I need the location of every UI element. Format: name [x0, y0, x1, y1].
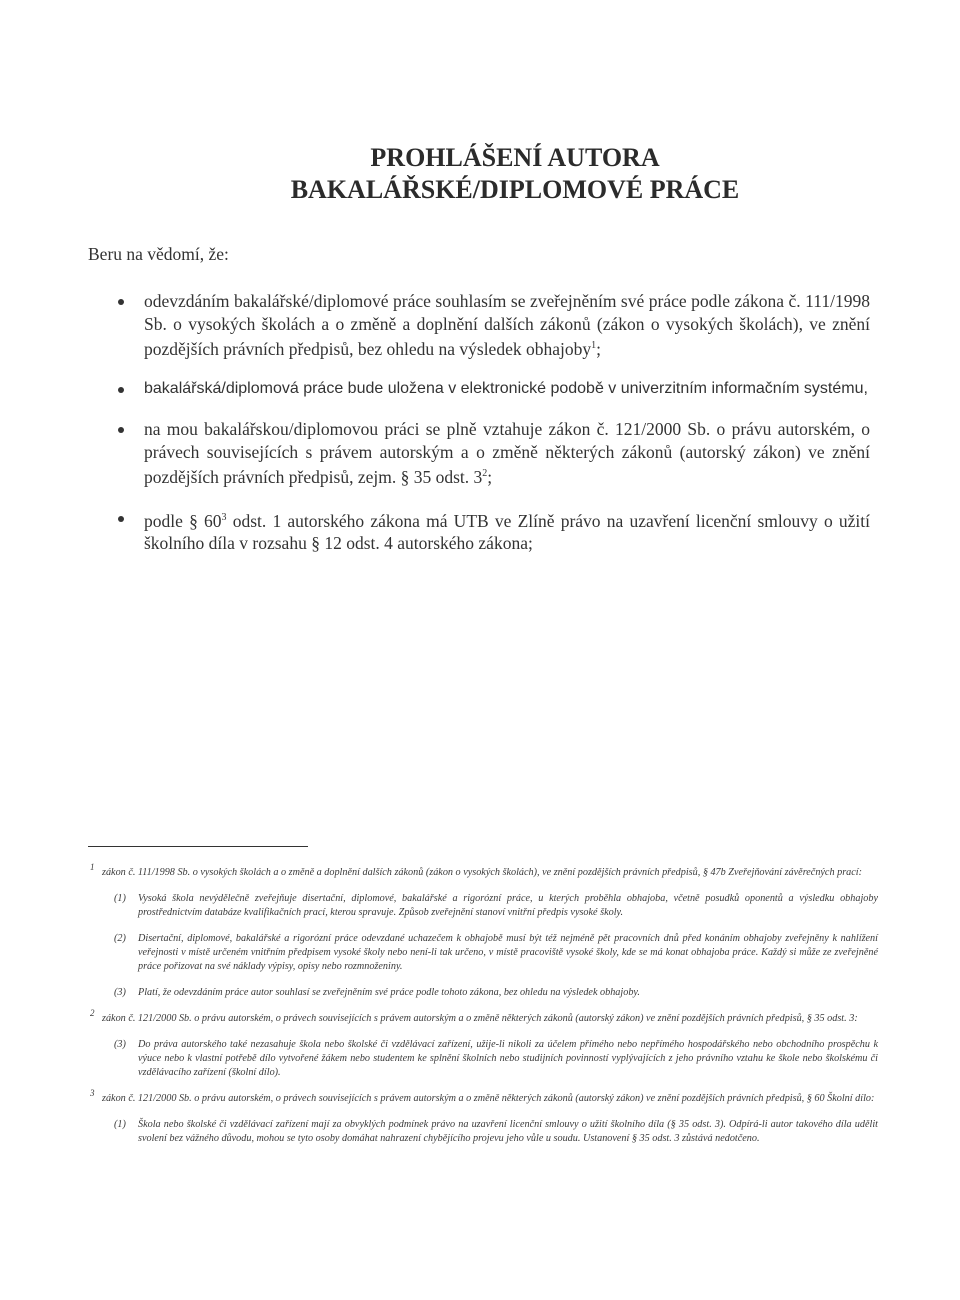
bullet-icon	[118, 516, 124, 522]
footnote-item-text: Platí, že odevzdáním práce autor souhlasí se zveřejněním své práce podle tohoto zákona, bez ohledu na výsledek obhajoby.	[138, 987, 640, 998]
footnote-item-number: (2)	[114, 933, 126, 944]
bullet-text-end: odst. 1 autorského zákona má UTB ve Zlíně právo na uzavření licenční smlouvy o užití školního díla v rozsahu § 12 odst. 4 autorského zákona;	[144, 510, 870, 553]
footnote-ref: 3	[221, 511, 227, 523]
bullet-text-end: ;	[487, 467, 493, 488]
footnote-text: zákon č. 121/2000 Sb. o právu autorském, o právech souvisejících s právem autorským a o změně některých zákonů (autorský zákon) ve znění pozdějších právních předpisů, § 35 odst. 3:	[102, 1013, 858, 1024]
bullet-item-storage	[118, 378, 870, 400]
footnote-item-number: (3)	[114, 987, 126, 998]
footnote-item	[102, 932, 878, 974]
footnote-mark: 1	[90, 862, 95, 872]
bullet-icon	[118, 427, 124, 433]
bullet-item-license	[118, 507, 870, 555]
bullet-item-publication	[118, 290, 870, 360]
footnote-item	[102, 1038, 878, 1080]
footnote-3	[88, 1088, 878, 1146]
footnote-item-text: Do práva autorského také nezasahuje škola nebo školské či vzdělávací zařízení, užije-li nikoli za účelem přímého nebo nepřímého hospodářského nebo obchodního prospěchu k výuce nebo k vlastní potřebě dílo vytvořené žákem nebo studentem ke splnění školních nebo studijních povinností vyplývajících z jeho právního vztahu ke škole nebo školskému či vzdělávacího zařízení (školní dílo).	[138, 1039, 878, 1078]
footnote-item	[102, 892, 878, 920]
footnote-item-text: Vysoká škola nevýdělečně zveřejňuje disertační, diplomové, bakalářské a rigorózní práce, u kterých proběhla obhajoba, včetně posudků oponentů a výsledku obhajoby prostřednictvím databáze kvalifikačních prací, kterou spravuje. Způsob zveřejnění stanoví vnitřní předpis vysoké školy.	[138, 893, 878, 918]
bullet-text: odevzdáním bakalářské/diplomové práce souhlasím se zveřejněním své práce podle zákona č. 111/1998 Sb. o vysokých školách a o změně a doplnění dalších zákonů (zákon o vysokých školách), ve znění pozdějších právních předpisů, bez ohledu na výsledek obhajoby	[144, 291, 870, 359]
footnote-item-number: (3)	[114, 1039, 126, 1050]
intro-text: Beru na vědomí, že:	[88, 244, 229, 264]
footnotes	[88, 862, 878, 1158]
footnote-item-text: Disertační, diplomové, bakalářské a rigorózní práce odevzdané uchazečem k obhajobě musí být též nejméně pět pracovních dnů před konáním obhajoby zveřejněny k nahlížení veřejnosti v místě určeném vnitřním předpisem vysoké školy nebo není-li tak určeno, v místě pracoviště vysoké školy, kde se má konat obhajoba práce. Každý si může ze zveřejněné práce pořizovat na své náklady výpisy, opisy nebo rozmnoženiny.	[138, 933, 878, 972]
bullet-item-copyright	[118, 418, 870, 488]
footnote-item	[102, 986, 878, 1000]
bullet-text: podle § 60	[144, 510, 222, 531]
footnote-mark: 2	[90, 1008, 95, 1018]
footnote-1	[88, 862, 878, 1000]
page-title	[110, 142, 920, 206]
footnote-text: zákon č. 121/2000 Sb. o právu autorském, o právech souvisejících s právem autorským a o změně některých zákonů (autorský zákon) ve znění pozdějších právních předpisů, § 60 Školní dílo:	[102, 1093, 875, 1104]
bullet-text-end: ;	[596, 338, 601, 359]
footnote-divider	[88, 846, 308, 847]
footnote-item-text: Škola nebo školské či vzdělávací zařízení mají za obvyklých podmínek právo na uzavření licenční smlouvy o užití školního díla (§ 35 odst. 3). Odpírá-li autor takového díla udělit svolení bez vážného důvodu, mohou se tyto osoby domáhat nahrazení chybějícího projevu jeho vůle u soudu. Ustanovení § 35 odst. 3 zůstává nedotčeno.	[138, 1119, 878, 1144]
footnote-item-number: (1)	[114, 893, 126, 904]
title-line-1: PROHLÁŠENÍ AUTORA	[370, 143, 660, 172]
bullet-list	[118, 290, 870, 572]
bullet-text: na mou bakalářskou/diplomovou práci se plně vztahuje zákon č. 121/2000 Sb. o právu autorském, o právech souvisejících s právem autorským a o změně některých zákonů (autorský zákon) ve znění pozdějších právních předpisů, zejm. § 35 odst. 3	[144, 419, 870, 488]
title-line-2: BAKALÁŘSKÉ/DIPLOMOVÉ PRÁCE	[290, 175, 740, 204]
footnote-2	[88, 1008, 878, 1080]
footnote-ref: 2	[482, 468, 488, 480]
bullet-text: bakalářská/diplomová práce bude uložena v elektronické podobě v univerzitním informačním systému,	[144, 380, 868, 398]
footnote-ref: 1	[591, 340, 597, 351]
bullet-icon	[118, 387, 124, 393]
bullet-icon	[118, 299, 124, 305]
footnote-text: zákon č. 111/1998 Sb. o vysokých školách a o změně a doplnění dalších zákonů (zákon o vysokých školách), ve znění pozdějších právních předpisů, § 47b Zveřejňování závěrečných prací:	[102, 867, 862, 878]
footnote-item-number: (1)	[114, 1119, 126, 1130]
footnote-item	[102, 1118, 878, 1146]
footnote-mark: 3	[90, 1088, 95, 1098]
